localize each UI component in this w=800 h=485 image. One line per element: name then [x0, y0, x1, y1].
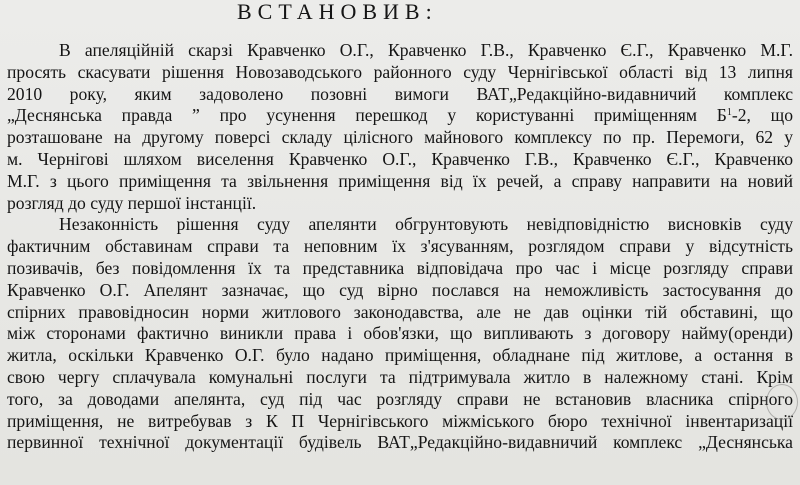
stamp-circle-icon [766, 384, 798, 420]
text-line: розташоване на другому поверсі складу цілісного майнового комплексу по пр. Перемоги, 62 у [7, 127, 793, 148]
text-line: Кравченко О.Г. Апелянт зазначає, що суд вірно послався на неможливість застосування до [7, 279, 793, 300]
text-line: М.Г. з цього приміщення та звільнення приміщення від їх речей, а справу направити на новий [7, 170, 793, 191]
document-body [7, 40, 793, 454]
text-line: свою чергу сплачувала комунальні послуги та підтримувала житло в належному стані. Крім [7, 366, 793, 387]
text-line: м. Чернігові шляхом виселення Кравченко О.Г., Кравченко Г.В., Кравченко Є.Г., Кравченко [7, 148, 793, 169]
text-line: просять скасувати рішення Новозаводського районного суду Чернігівської області від 13 липня [7, 61, 793, 82]
text-line: між сторонами фактично виникли права і обов'язки, що випливають з договору найму(оренди) [7, 323, 793, 344]
text-line: спірних правовідносин норми житлового законодавства, але не дав оцінки тій обставині, що [7, 301, 793, 322]
document-heading: ВСТАНОВИВ: [237, 0, 438, 24]
text-line: Незаконність рішення суду апелянти обгрунтовують невідповідністю висновків суду [59, 214, 793, 235]
text-line: розгляд до суду першої інстанції. [7, 192, 257, 213]
text-line: фактичним обставинам справи та неповним їх з'ясуванням, розглядом справи у відсутність [7, 236, 793, 257]
superscript: 1 [726, 107, 732, 119]
text-line: В апеляційній скарзі Кравченко О.Г., Кравченко Г.В., Кравченко Є.Г., Кравченко М.Г. [59, 40, 793, 60]
text-line: житла, оскільки Кравченко О.Г. було надано приміщення, обладнане під житлове, а остання в [7, 345, 793, 366]
text-line-tail: -2, що [731, 105, 793, 126]
text-line: 2010 року, яким задоволено позовні вимоги ВАТ„Редакційно-видавничий комплекс [7, 83, 793, 104]
text-line: первинної технічної документації будівель ВАТ„Редакційно-видавничий комплекс „Деснянська [7, 432, 793, 453]
text-line-main: „Деснянська правда ” про усунення перешкод у користуванні приміщенням Б [7, 105, 727, 126]
text-line: позивачів, без повідомлення їх та представника відповідача про час і місце розгляду справи [7, 257, 793, 278]
text-line [7, 105, 793, 127]
text-line: приміщення, не витребував з К П Чернігівського міжміського бюро технічної інвентаризації [7, 410, 793, 431]
text-line: того, за доводами апелянта, суд під час розгляду справи не встановив власника спірного [7, 388, 793, 409]
